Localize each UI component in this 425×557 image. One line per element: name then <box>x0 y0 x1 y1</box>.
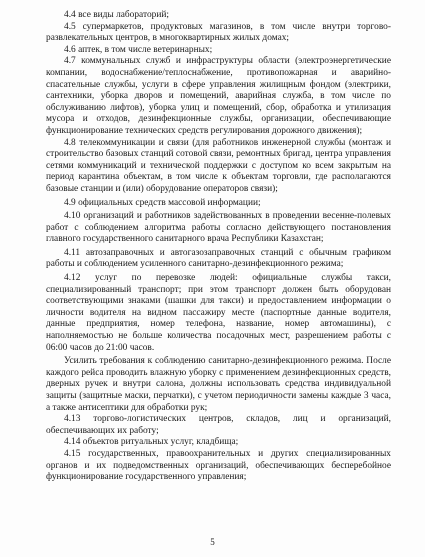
paragraph-4-8: 4.8 телекоммуникации и связи (для работников инженерной службы (монтаж и строительство базовых станций сотовой связи, ремонтных бригад, центра управления сетями коммуникаций и технической поддержки с доступом ко всем закрытым на период карантина объектам, в том числе к объектам торговли, где располагаются базовые станции и (или) оборудование операторов связи); <box>46 137 391 194</box>
paragraph-sanitary-requirements: Усилить требования к соблюдению санитарно-дезинфекционного режима. После каждого рейса проводить влажную уборку с применением дезинфекционных средств, дверных ручек и внутри салона, должны использовать средства индивидуальной защиты (защитные маски, перчатки), с учетом периодичности замены каждые 3 часа, а также антисептики для обработки рук; <box>46 356 391 413</box>
paragraph-4-6: 4.6 аптек, в том числе ветеринарных; <box>64 44 213 55</box>
paragraph-4-5: 4.5 супермаркетов, продуктовых магазинов, в том числе внутри торгово-развлекательных центров, в многоквартирных жилых домах; <box>46 21 391 44</box>
paragraph-4-12: 4.12 услуг по перевозке людей: официальные службы такси, специализированный транспорт; при этом транспорт должен быть оборудован соответствующими знаками (шашки для такси) и предоставлением информации о личности водителя на видном пассажиру месте (паспортные данные водителя, данные предприятия, номер телефона, название, номер автомашины), с наполняемостью не больше количества посадочных мест, разрешением работы с 06:00 часов до 21:00 часов. <box>46 273 391 353</box>
paragraph-4-11: 4.11 автозаправочных и автогазозаправочных станций с обычным графиком работы и соблюдением усиленного санитарно-дезинфекционного режима; <box>46 247 391 270</box>
paragraph-4-15: 4.15 государственных, правоохранительных и других специализированных органов и их подведомственных организаций, обеспечивающих бесперебойное функционирование государственного управления; <box>46 448 391 483</box>
paragraph-4-4: 4.4 все виды лабораторий; <box>64 10 169 20</box>
paragraph-4-14: 4.14 объектов ритуальных услуг, кладбища; <box>64 437 239 448</box>
paragraph-4-9: 4.9 официальных средств массовой информации; <box>64 197 261 208</box>
paragraph-4-7: 4.7 коммунальных служб и инфраструктуры области (электроэнергетические компании, водоснабжение/теплоснабжение, противопожарная и аварийно-спасательные службы, услуги в сфере управления жилищным фондом (электрики, сантехники, уборка дворов и помещений, аварийная служба, в том числе по обслуживанию лифтов), уборка улиц и помещений, сбор, обработка и утилизация мусора и отходов, дезинфекционные службы, организации, обеспечивающие функционирование технических средств регулирования дорожного движения); <box>46 56 391 136</box>
page-number: 5 <box>210 537 215 547</box>
document-body <box>46 10 391 484</box>
paragraph-4-13: 4.13 торгово-логистических центров, складов, лиц и организаций, обеспечивающих их работу; <box>46 414 391 436</box>
paragraph-4-10: 4.10 организаций и работников задействованных в проведении весенне-полевых работ с соблюдением алгоритма работы согласно действующего постановления главного государственного санитарного врача Республики Казахстан; <box>46 211 391 245</box>
